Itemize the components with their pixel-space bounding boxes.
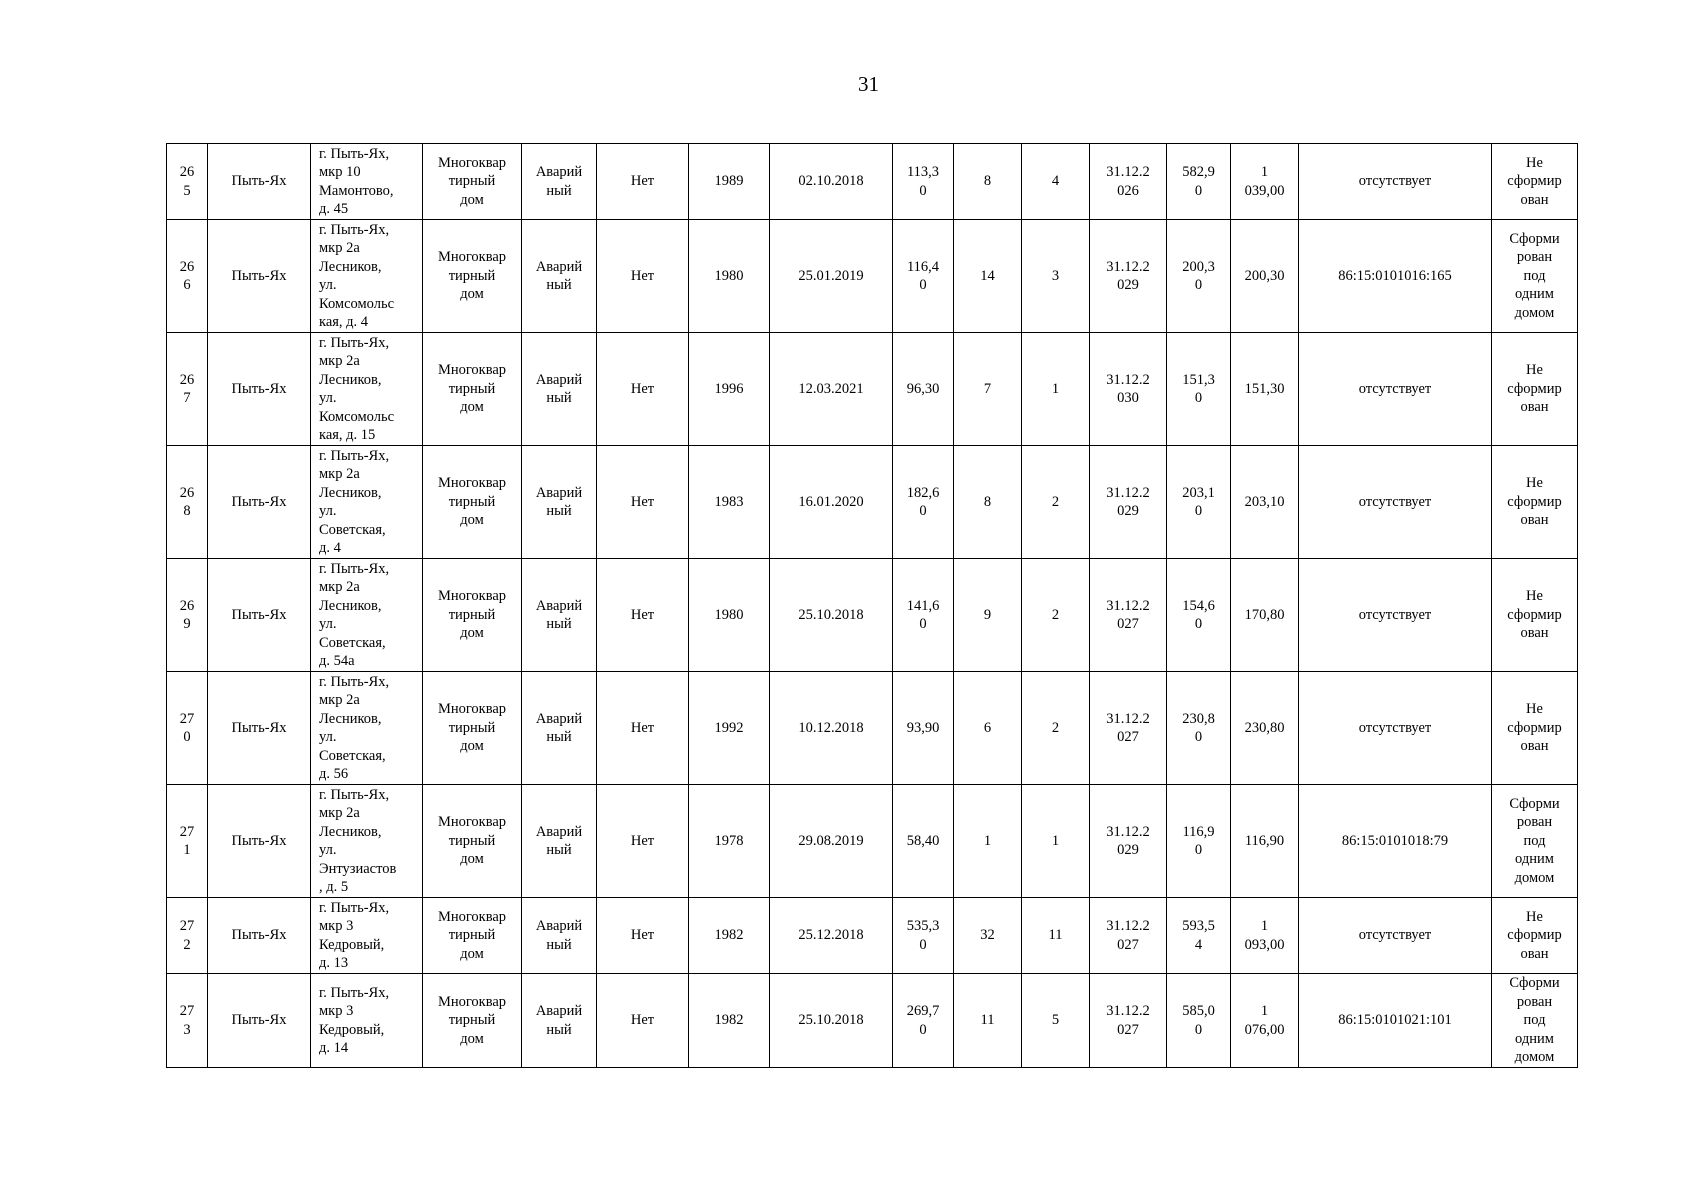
cell-cadastral-number: отсутствует — [1299, 672, 1492, 785]
cell-condition: Аварий ный — [522, 144, 597, 220]
cell-living-area: 585,0 0 — [1167, 974, 1231, 1068]
cell-year-built: 1996 — [689, 333, 770, 446]
cell-condition: Аварий ный — [522, 974, 597, 1068]
cell-row-number: 26 9 — [167, 559, 208, 672]
cell-living-area: 203,1 0 — [1167, 446, 1231, 559]
cell-land-plot-status: Не сформир ован — [1492, 672, 1578, 785]
cell-residential-area: 58,40 — [893, 785, 954, 898]
cell-cadastral-number: отсутствует — [1299, 144, 1492, 220]
cell-city: Пыть-Ях — [208, 333, 311, 446]
cell-resettlement-deadline: 31.12.2 027 — [1090, 974, 1167, 1068]
cell-condition: Аварий ный — [522, 446, 597, 559]
cell-building-type: Многоквар тирный дом — [423, 785, 522, 898]
cell-condition: Аварий ный — [522, 672, 597, 785]
table-body — [167, 144, 1578, 1068]
cell-building-type: Многоквар тирный дом — [423, 220, 522, 333]
cell-residents-count: 2 — [1022, 559, 1090, 672]
table-row — [167, 144, 1578, 220]
cell-living-area: 582,9 0 — [1167, 144, 1231, 220]
cell-total-area: 116,90 — [1231, 785, 1299, 898]
cell-recognition-date: 29.08.2019 — [770, 785, 893, 898]
cell-apartments-count: 8 — [954, 446, 1022, 559]
cell-condition: Аварий ный — [522, 333, 597, 446]
cell-flag: Нет — [597, 144, 689, 220]
cell-recognition-date: 25.10.2018 — [770, 559, 893, 672]
cell-address: г. Пыть-Ях, мкр 2а Лесников, ул. Советская, д. 4 — [311, 446, 423, 559]
cell-resettlement-deadline: 31.12.2 029 — [1090, 785, 1167, 898]
cell-row-number: 26 5 — [167, 144, 208, 220]
cell-living-area: 593,5 4 — [1167, 898, 1231, 974]
page-number: 31 — [858, 72, 879, 96]
cell-land-plot-status: Сформи рован под одним домом — [1492, 974, 1578, 1068]
housing-table — [166, 143, 1578, 1068]
cell-recognition-date: 25.10.2018 — [770, 974, 893, 1068]
cell-apartments-count: 7 — [954, 333, 1022, 446]
cell-land-plot-status: Не сформир ован — [1492, 333, 1578, 446]
cell-flag: Нет — [597, 333, 689, 446]
cell-cadastral-number: отсутствует — [1299, 559, 1492, 672]
cell-apartments-count: 9 — [954, 559, 1022, 672]
cell-address: г. Пыть-Ях, мкр 2а Лесников, ул. Энтузиастов , д. 5 — [311, 785, 423, 898]
cell-year-built: 1982 — [689, 974, 770, 1068]
cell-apartments-count: 14 — [954, 220, 1022, 333]
cell-apartments-count: 1 — [954, 785, 1022, 898]
cell-building-type: Многоквар тирный дом — [423, 446, 522, 559]
cell-flag: Нет — [597, 559, 689, 672]
cell-year-built: 1982 — [689, 898, 770, 974]
cell-land-plot-status: Сформи рован под одним домом — [1492, 785, 1578, 898]
cell-building-type: Многоквар тирный дом — [423, 559, 522, 672]
cell-residential-area: 141,6 0 — [893, 559, 954, 672]
cell-land-plot-status: Не сформир ован — [1492, 898, 1578, 974]
cell-living-area: 116,9 0 — [1167, 785, 1231, 898]
cell-cadastral-number: 86:15:0101016:165 — [1299, 220, 1492, 333]
cell-recognition-date: 02.10.2018 — [770, 144, 893, 220]
cell-total-area: 1 039,00 — [1231, 144, 1299, 220]
cell-address: г. Пыть-Ях, мкр 10 Мамонтово, д. 45 — [311, 144, 423, 220]
cell-residents-count: 1 — [1022, 785, 1090, 898]
cell-flag: Нет — [597, 446, 689, 559]
cell-row-number: 26 6 — [167, 220, 208, 333]
cell-apartments-count: 6 — [954, 672, 1022, 785]
cell-resettlement-deadline: 31.12.2 029 — [1090, 220, 1167, 333]
cell-residents-count: 5 — [1022, 974, 1090, 1068]
table-row — [167, 785, 1578, 898]
cell-residents-count: 1 — [1022, 333, 1090, 446]
cell-living-area: 230,8 0 — [1167, 672, 1231, 785]
cell-apartments-count: 32 — [954, 898, 1022, 974]
table-row — [167, 898, 1578, 974]
cell-total-area: 1 076,00 — [1231, 974, 1299, 1068]
table-row — [167, 974, 1578, 1068]
cell-address: г. Пыть-Ях, мкр 3 Кедровый, д. 14 — [311, 974, 423, 1068]
cell-recognition-date: 25.12.2018 — [770, 898, 893, 974]
cell-city: Пыть-Ях — [208, 220, 311, 333]
cell-address: г. Пыть-Ях, мкр 3 Кедровый, д. 13 — [311, 898, 423, 974]
cell-residential-area: 113,3 0 — [893, 144, 954, 220]
cell-address: г. Пыть-Ях, мкр 2а Лесников, ул. Комсомольс кая, д. 4 — [311, 220, 423, 333]
cell-resettlement-deadline: 31.12.2 029 — [1090, 446, 1167, 559]
cell-city: Пыть-Ях — [208, 144, 311, 220]
cell-condition: Аварий ный — [522, 220, 597, 333]
cell-total-area: 170,80 — [1231, 559, 1299, 672]
cell-flag: Нет — [597, 220, 689, 333]
cell-flag: Нет — [597, 785, 689, 898]
cell-land-plot-status: Сформи рован под одним домом — [1492, 220, 1578, 333]
cell-building-type: Многоквар тирный дом — [423, 333, 522, 446]
cell-total-area: 151,30 — [1231, 333, 1299, 446]
cell-residents-count: 4 — [1022, 144, 1090, 220]
table-row — [167, 559, 1578, 672]
cell-living-area: 151,3 0 — [1167, 333, 1231, 446]
cell-residential-area: 269,7 0 — [893, 974, 954, 1068]
table-row — [167, 333, 1578, 446]
cell-flag: Нет — [597, 898, 689, 974]
cell-recognition-date: 25.01.2019 — [770, 220, 893, 333]
cell-recognition-date: 16.01.2020 — [770, 446, 893, 559]
cell-land-plot-status: Не сформир ован — [1492, 144, 1578, 220]
cell-condition: Аварий ный — [522, 785, 597, 898]
cell-recognition-date: 12.03.2021 — [770, 333, 893, 446]
cell-year-built: 1983 — [689, 446, 770, 559]
cell-residential-area: 535,3 0 — [893, 898, 954, 974]
cell-building-type: Многоквар тирный дом — [423, 974, 522, 1068]
cell-land-plot-status: Не сформир ован — [1492, 559, 1578, 672]
cell-residents-count: 2 — [1022, 446, 1090, 559]
cell-address: г. Пыть-Ях, мкр 2а Лесников, ул. Советская, д. 54а — [311, 559, 423, 672]
cell-total-area: 230,80 — [1231, 672, 1299, 785]
cell-residential-area: 96,30 — [893, 333, 954, 446]
cell-resettlement-deadline: 31.12.2 027 — [1090, 898, 1167, 974]
cell-flag: Нет — [597, 672, 689, 785]
cell-address: г. Пыть-Ях, мкр 2а Лесников, ул. Советская, д. 56 — [311, 672, 423, 785]
table-row — [167, 446, 1578, 559]
cell-city: Пыть-Ях — [208, 974, 311, 1068]
cell-city: Пыть-Ях — [208, 446, 311, 559]
cell-city: Пыть-Ях — [208, 785, 311, 898]
cell-residential-area: 93,90 — [893, 672, 954, 785]
cell-total-area: 203,10 — [1231, 446, 1299, 559]
cell-building-type: Многоквар тирный дом — [423, 672, 522, 785]
cell-total-area: 200,30 — [1231, 220, 1299, 333]
cell-cadastral-number: 86:15:0101021:101 — [1299, 974, 1492, 1068]
cell-living-area: 154,6 0 — [1167, 559, 1231, 672]
cell-city: Пыть-Ях — [208, 898, 311, 974]
table-row — [167, 672, 1578, 785]
cell-living-area: 200,3 0 — [1167, 220, 1231, 333]
cell-year-built: 1978 — [689, 785, 770, 898]
cell-cadastral-number: отсутствует — [1299, 333, 1492, 446]
cell-apartments-count: 8 — [954, 144, 1022, 220]
cell-year-built: 1992 — [689, 672, 770, 785]
cell-land-plot-status: Не сформир ован — [1492, 446, 1578, 559]
cell-cadastral-number: 86:15:0101018:79 — [1299, 785, 1492, 898]
cell-residents-count: 11 — [1022, 898, 1090, 974]
cell-resettlement-deadline: 31.12.2 027 — [1090, 559, 1167, 672]
cell-row-number: 27 2 — [167, 898, 208, 974]
cell-recognition-date: 10.12.2018 — [770, 672, 893, 785]
cell-building-type: Многоквар тирный дом — [423, 144, 522, 220]
cell-address: г. Пыть-Ях, мкр 2а Лесников, ул. Комсомольс кая, д. 15 — [311, 333, 423, 446]
cell-total-area: 1 093,00 — [1231, 898, 1299, 974]
cell-building-type: Многоквар тирный дом — [423, 898, 522, 974]
cell-residential-area: 116,4 0 — [893, 220, 954, 333]
cell-apartments-count: 11 — [954, 974, 1022, 1068]
cell-resettlement-deadline: 31.12.2 030 — [1090, 333, 1167, 446]
cell-residents-count: 3 — [1022, 220, 1090, 333]
cell-year-built: 1980 — [689, 559, 770, 672]
cell-row-number: 26 7 — [167, 333, 208, 446]
cell-resettlement-deadline: 31.12.2 026 — [1090, 144, 1167, 220]
cell-flag: Нет — [597, 974, 689, 1068]
cell-condition: Аварий ный — [522, 898, 597, 974]
cell-residents-count: 2 — [1022, 672, 1090, 785]
cell-year-built: 1980 — [689, 220, 770, 333]
cell-row-number: 26 8 — [167, 446, 208, 559]
cell-row-number: 27 3 — [167, 974, 208, 1068]
table-row — [167, 220, 1578, 333]
cell-cadastral-number: отсутствует — [1299, 898, 1492, 974]
cell-row-number: 27 1 — [167, 785, 208, 898]
cell-residential-area: 182,6 0 — [893, 446, 954, 559]
cell-city: Пыть-Ях — [208, 672, 311, 785]
cell-cadastral-number: отсутствует — [1299, 446, 1492, 559]
cell-row-number: 27 0 — [167, 672, 208, 785]
cell-resettlement-deadline: 31.12.2 027 — [1090, 672, 1167, 785]
cell-year-built: 1989 — [689, 144, 770, 220]
cell-city: Пыть-Ях — [208, 559, 311, 672]
cell-condition: Аварий ный — [522, 559, 597, 672]
